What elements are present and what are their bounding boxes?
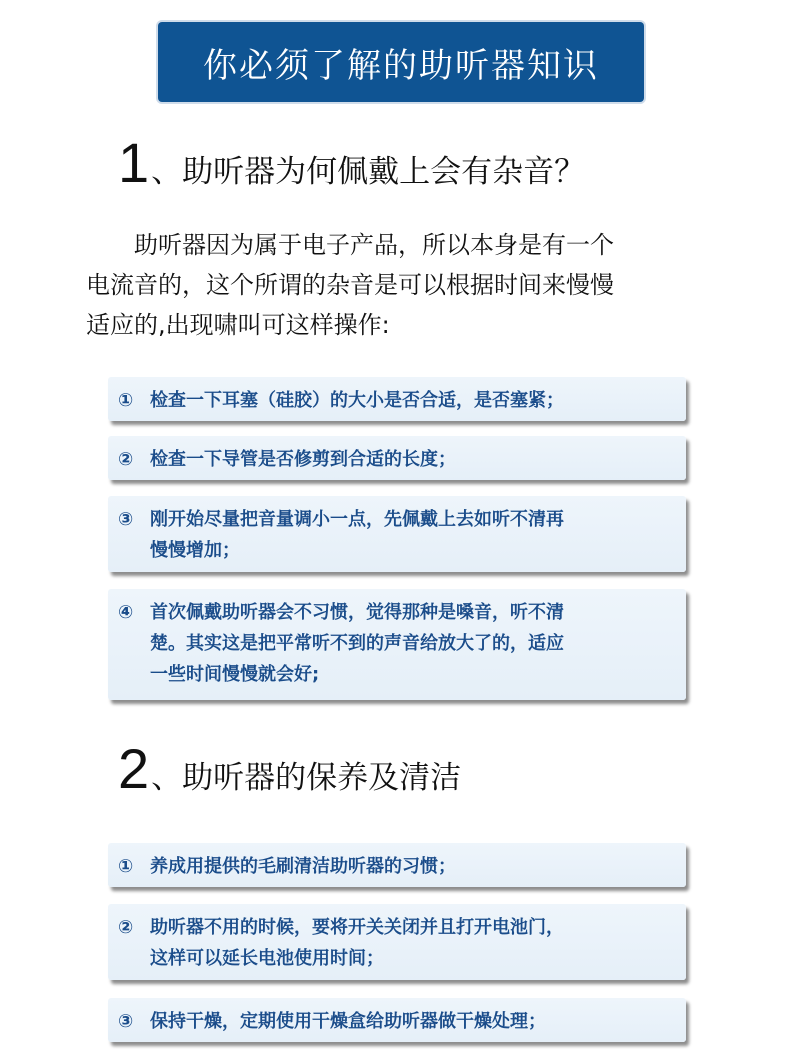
section-2-title: 、助听器的保养及清洁 — [151, 760, 462, 796]
intro-line: 适应的,出现啸叫可这样操作: — [86, 311, 390, 339]
care-text: 养成用提供的毛刷清洁助听器的习惯； — [150, 856, 456, 877]
tip-text: 检查一下导管是否修剪到合适的长度； — [150, 449, 456, 470]
section-2-heading — [118, 736, 461, 801]
tip-text: 检查一下耳塞（硅胶）的大小是否合适，是否塞紧； — [150, 390, 564, 411]
tip-box — [108, 589, 686, 700]
number-mark: ③ — [118, 509, 134, 530]
section-1-intro — [86, 225, 726, 345]
tip-text: 楚。其实这是把平常听不到的声音给放大了的，适应 — [150, 633, 564, 654]
care-text: 这样可以延长电池使用时间； — [150, 948, 384, 969]
section-1-number: 1 — [118, 131, 150, 194]
tip-text: 刚开始尽量把音量调小一点，先佩戴上去如听不清再 — [150, 509, 564, 530]
intro-line: 电流音的，这个所谓的杂音是可以根据时间来慢慢 — [86, 271, 614, 299]
intro-line: 助听器因为属于电子产品，所以本身是有一个 — [86, 231, 614, 259]
tip-text: 首次佩戴助听器会不习惯，觉得那种是嗓音，听不清 — [150, 602, 564, 623]
page-title-banner: 你必须了解的助听器知识 — [158, 22, 644, 102]
tip-text: 慢慢增加； — [150, 540, 240, 561]
tip-text: 一些时间慢慢就会好; — [150, 664, 320, 685]
care-text: 保持干燥，定期使用干燥盒给助听器做干燥处理； — [150, 1011, 546, 1032]
tip-box — [108, 436, 686, 480]
number-mark: ④ — [118, 602, 134, 623]
number-mark: ③ — [118, 1011, 134, 1032]
number-mark: ② — [118, 449, 134, 470]
tip-box — [108, 496, 686, 572]
tip-box — [108, 377, 686, 421]
care-text: 助听器不用的时候，要将开关关闭并且打开电池门， — [150, 917, 564, 938]
section-1-title: 、助听器为何佩戴上会有杂音？ — [151, 154, 586, 190]
section-2-number: 2 — [118, 737, 150, 800]
number-mark: ① — [118, 856, 134, 877]
number-mark: ① — [118, 390, 134, 411]
section-1-heading — [118, 130, 585, 195]
care-box — [108, 998, 686, 1042]
number-mark: ② — [118, 917, 134, 938]
care-box — [108, 843, 686, 887]
care-box — [108, 904, 686, 980]
